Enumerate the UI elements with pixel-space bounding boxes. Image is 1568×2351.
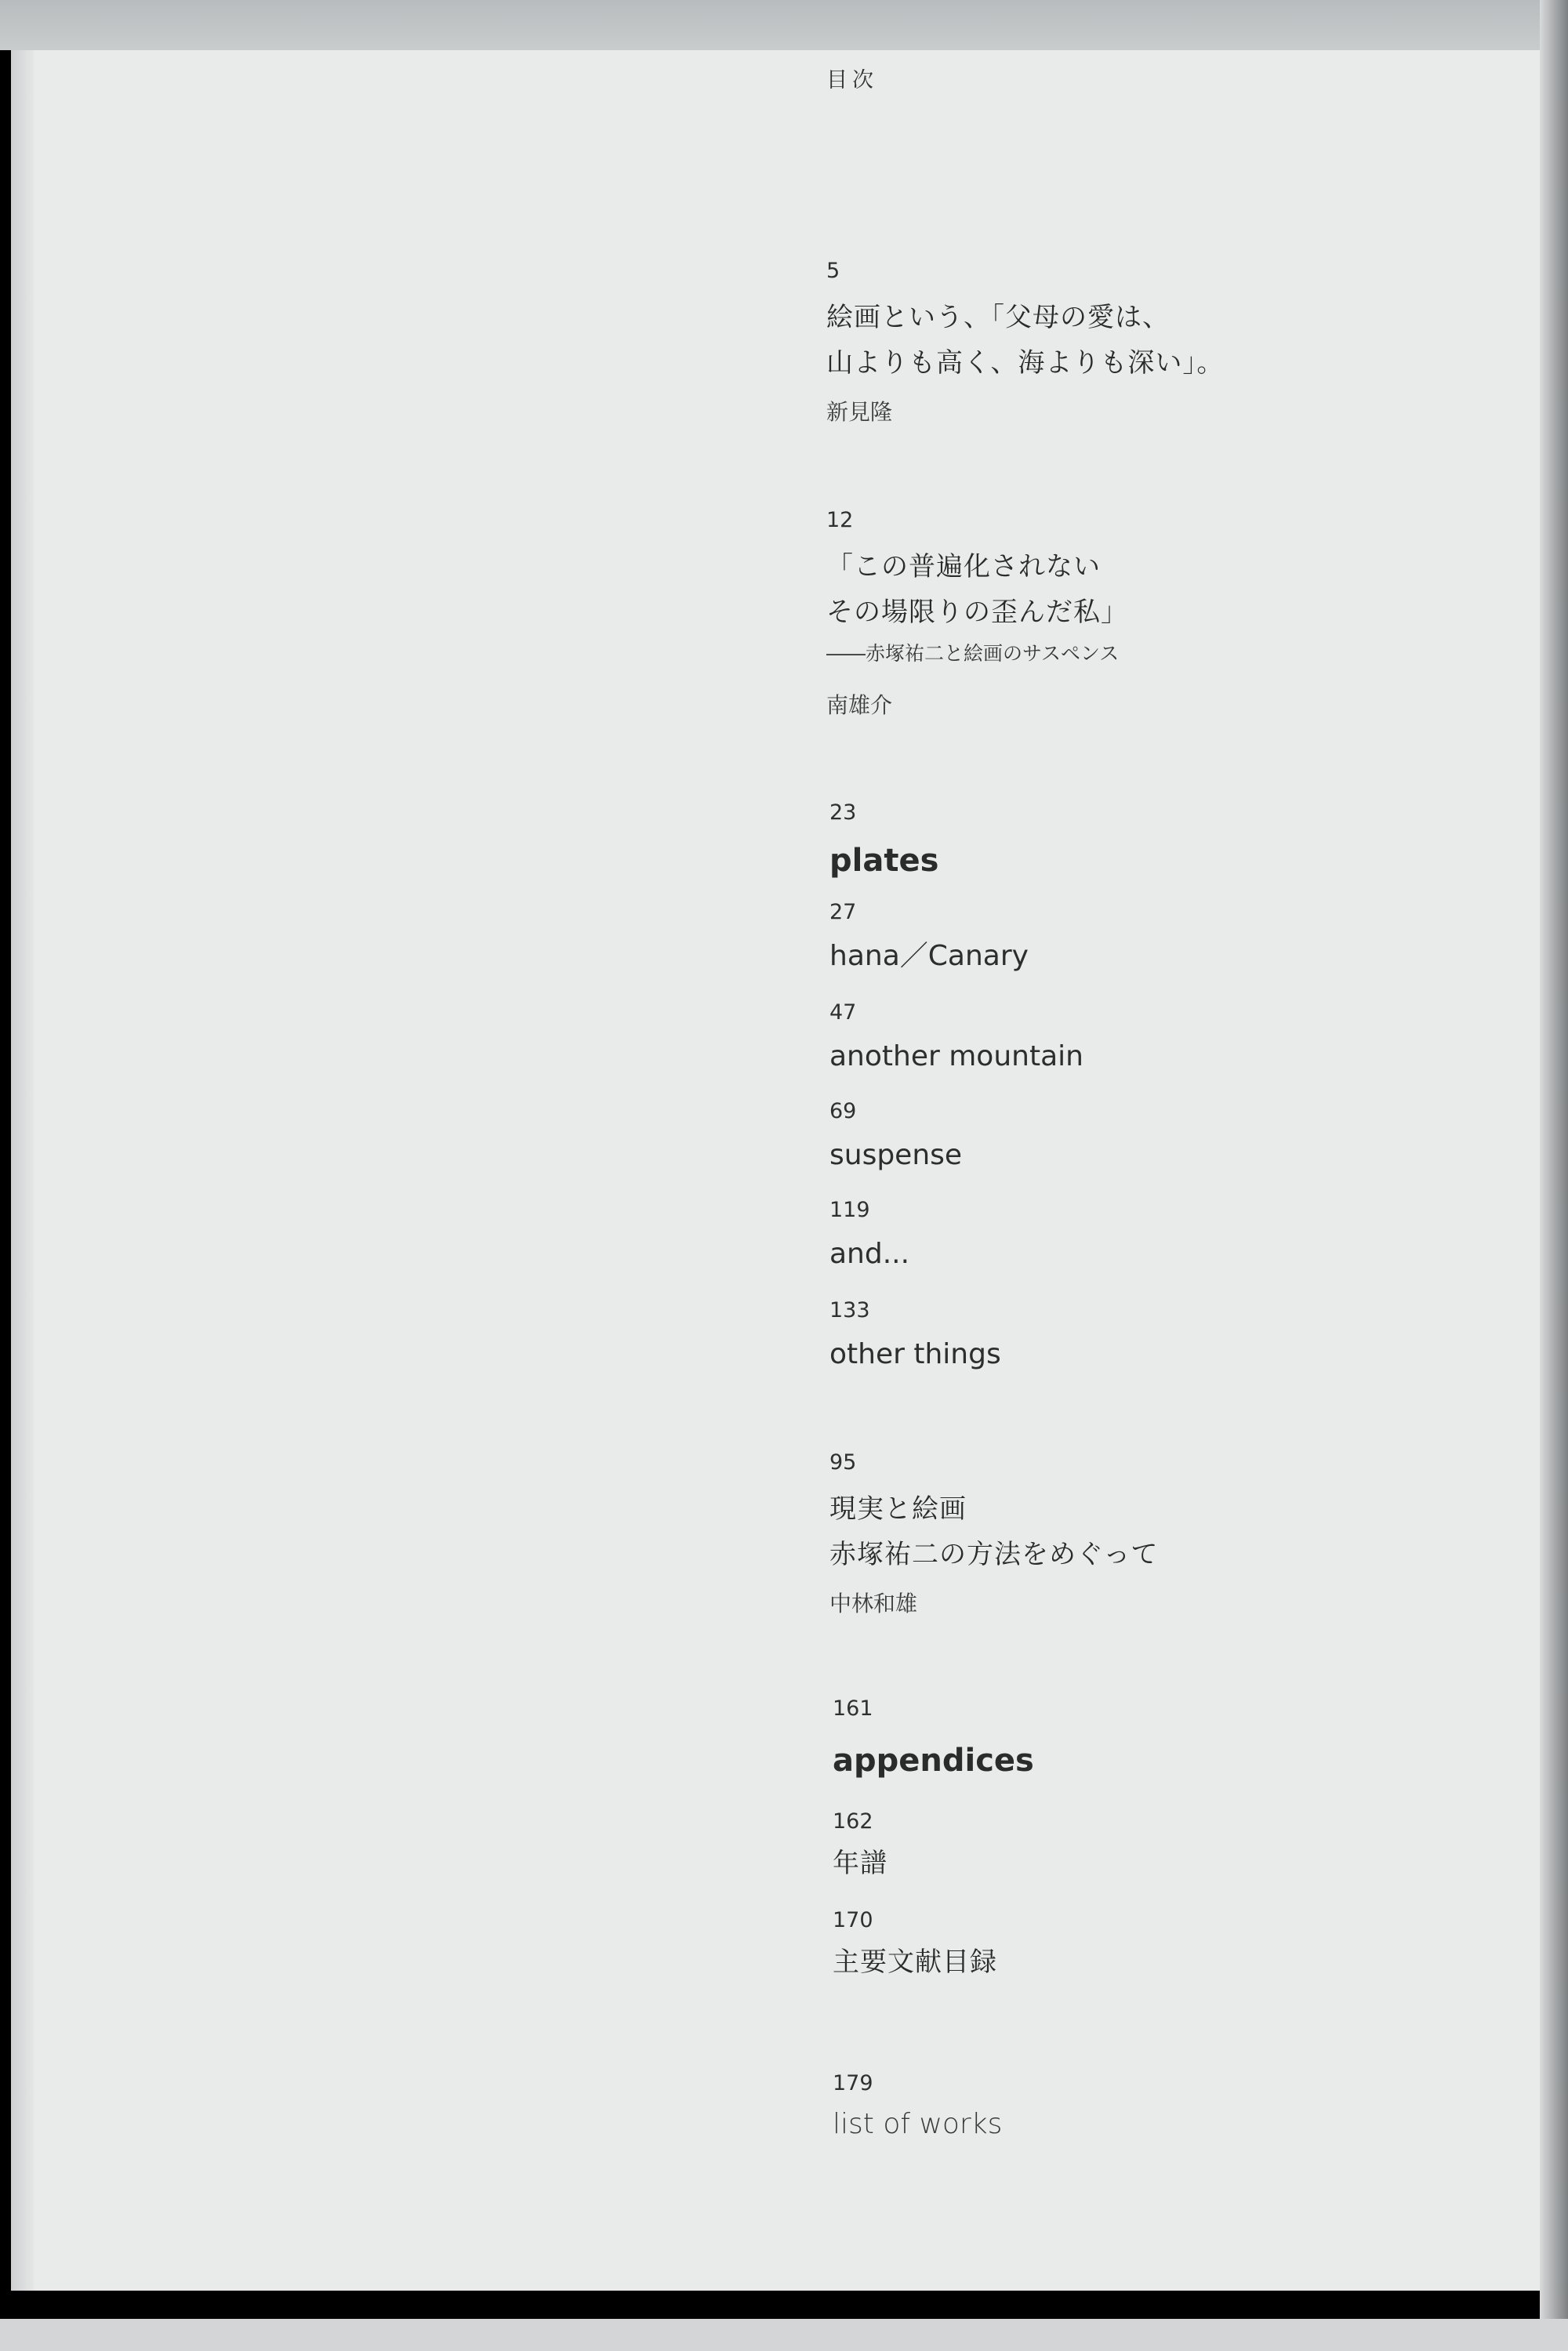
page-number: 5 <box>826 259 840 283</box>
page-number: 27 <box>829 900 857 924</box>
entry-title[interactable]: hana／Canary <box>829 940 1029 972</box>
page-number: 12 <box>826 508 854 532</box>
page-number: 162 <box>833 1809 873 1834</box>
entry-title: list of works <box>833 2108 1003 2140</box>
entry-title-line: 山よりも高く、海よりも深い」。 <box>826 347 1225 379</box>
book-page <box>11 50 1551 2291</box>
page-number: 179 <box>833 2071 873 2095</box>
section-title: plates <box>829 843 939 879</box>
page-number: 95 <box>829 1450 857 1475</box>
page-gutter <box>11 50 34 2291</box>
scan-right-edge <box>1540 0 1568 2351</box>
page-number: 23 <box>829 800 857 825</box>
page-number: 69 <box>829 1099 857 1123</box>
page-number: 133 <box>829 1298 870 1322</box>
entry-title[interactable]: 主要文献目録 <box>833 1946 997 1978</box>
entry-title-line: 「この普遍化されない <box>826 551 1101 582</box>
section-title: appendices <box>833 1743 1034 1779</box>
entry-author: 南雄介 <box>826 692 893 718</box>
page-number: 119 <box>829 1198 870 1222</box>
entry-author: 新見隆 <box>826 399 893 425</box>
page-number: 161 <box>833 1696 873 1721</box>
entry-subtitle: ――赤塚祐二と絵画のサスペンス <box>826 642 1120 665</box>
page-number: 47 <box>829 1000 857 1025</box>
entry-title[interactable]: other things <box>829 1338 1001 1370</box>
entry-title[interactable]: another mountain <box>829 1040 1083 1072</box>
scan-top-edge <box>0 0 1568 50</box>
entry-title[interactable]: 年譜 <box>833 1848 887 1879</box>
scan-bottom-edge <box>0 2319 1568 2351</box>
toc-heading: 目次 <box>826 68 878 93</box>
entry-title-line: 現実と絵画 <box>829 1493 967 1525</box>
page-number: 170 <box>833 1908 873 1932</box>
entry-title[interactable]: and... <box>829 1238 910 1270</box>
entry-title-line: 絵画という、「父母の愛は、 <box>826 302 1170 333</box>
entry-title-line: 赤塚祐二の方法をめぐって <box>829 1539 1159 1570</box>
entry-title[interactable]: suspense <box>829 1139 963 1171</box>
entry-author: 中林和雄 <box>829 1591 918 1616</box>
entry-title-line: その場限りの歪んだ私」 <box>826 597 1128 628</box>
